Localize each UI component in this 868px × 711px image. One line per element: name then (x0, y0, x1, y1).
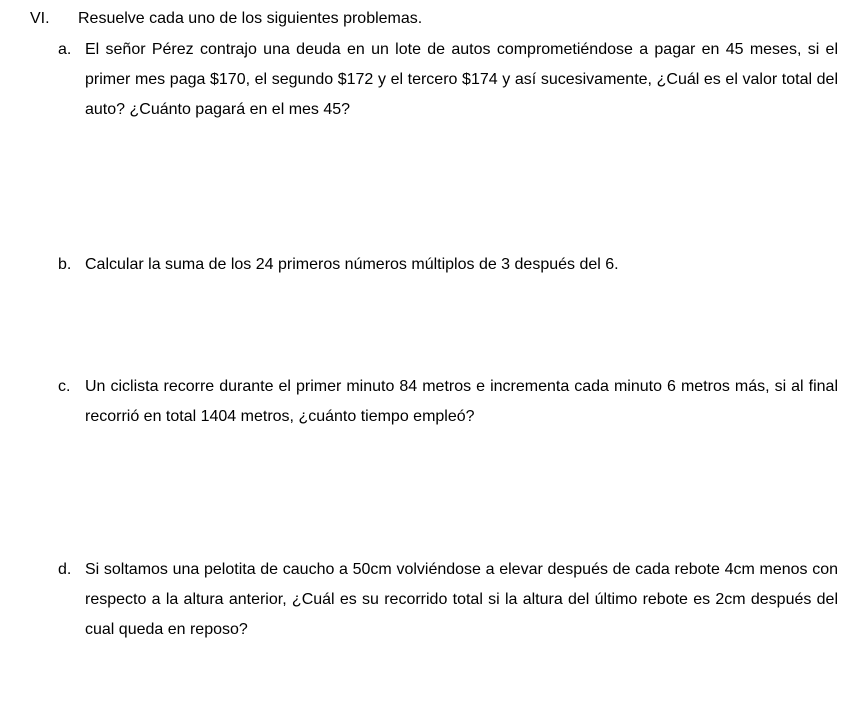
section-number: VI. (30, 10, 50, 27)
section-title: Resuelve cada uno de los siguientes problemas. (78, 10, 423, 27)
problem-marker: d. (58, 561, 72, 578)
problem-c (58, 372, 838, 432)
problem-text: Si soltamos una pelotita de caucho a 50cm volviéndose a elevar después de cada rebote 4cm menos con respecto a la altura anterior, ¿Cuál es su recorrido total si la altura del último rebote es 2cm después del cual queda en reposo? (85, 561, 838, 638)
problem-d (58, 555, 838, 645)
problem-marker: b. (58, 256, 72, 273)
problem-marker: c. (58, 378, 71, 395)
problem-text: Un ciclista recorre durante el primer minuto 84 metros e incrementa cada minuto 6 metros más, si al final recorrió en total 1404 metros, ¿cuánto tiempo empleó? (85, 378, 838, 425)
problem-b (58, 250, 838, 280)
problem-text: Calcular la suma de los 24 primeros números múltiplos de 3 después del 6. (85, 256, 619, 273)
section-heading (30, 9, 422, 29)
problem-text: El señor Pérez contrajo una deuda en un lote de autos comprometiéndose a pagar en 45 meses, si el primer mes paga $170, el segundo $172 y el tercero $174 y así sucesivamente, ¿Cuál es el valor total del auto? ¿Cuánto pagará en el mes 45? (85, 41, 838, 118)
problem-a (58, 35, 838, 125)
problem-marker: a. (58, 41, 72, 58)
